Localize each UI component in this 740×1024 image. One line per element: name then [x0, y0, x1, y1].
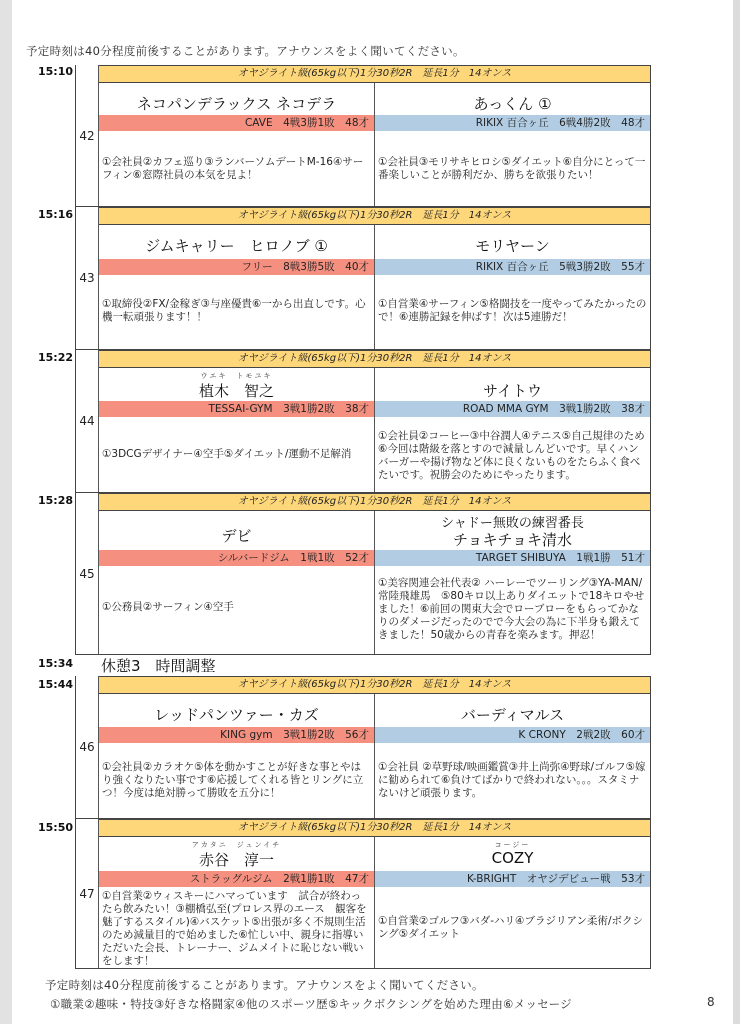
- weight-class-header: オヤジライト級(65kg以下)1分30秒2R 延長1分 14オンス: [99, 676, 650, 694]
- fighter-record: TARGET SHIBUYA 1戦1勝 51才: [375, 550, 650, 566]
- blue-corner: [375, 837, 650, 968]
- red-corner: [99, 511, 375, 654]
- fighter-name: 植木 智之: [198, 382, 274, 400]
- weight-class-header: オヤジライト級(65kg以下)1分30秒2R 延長1分 14オンス: [99, 207, 650, 225]
- fighter-profile: ①公務員②サーフィン④空手: [102, 601, 234, 613]
- bout-number: 42: [76, 65, 99, 206]
- bout-number: 43: [76, 207, 99, 349]
- blue-corner: [375, 511, 650, 654]
- fighter-name: モリヤーン: [475, 237, 550, 255]
- bout-44: [75, 350, 651, 493]
- fighter-record: フリー 8戦3勝5敗 40才: [99, 259, 374, 275]
- bout-45: [75, 493, 651, 655]
- weight-class-header: オヤジライト級(65kg以下)1分30秒2R 延長1分 14オンス: [99, 819, 650, 837]
- blue-corner: [375, 694, 650, 818]
- bout-time: 15:28: [38, 494, 74, 507]
- fighter-name-reading: コージー: [494, 841, 531, 849]
- fighter-record: RIKIX 百合ヶ丘 6戦4勝2敗 48才: [375, 115, 650, 131]
- fighter-name: レッドパンツァー・カズ: [154, 706, 319, 724]
- fighter-name: あっくん ①: [473, 95, 552, 113]
- fighter-profile: ①取締役②FX/金稼ぎ③与座優貴⑥一から出直しです。心機一転頑張ります！！: [102, 298, 366, 323]
- fighter-profile: ①自営業②ゴルフ③バダ-ハリ④ブラジリアン柔術/ボクシング⑤ダイエット: [378, 915, 644, 940]
- fighter-record: K CRONY 2戦2敗 60才: [375, 727, 650, 743]
- bout-43: [75, 207, 651, 350]
- fighter-name: バーディマルス: [460, 706, 565, 724]
- red-corner: [99, 837, 375, 968]
- red-corner: [99, 694, 375, 818]
- fighter-subtitle: シャドー無敗の練習番長: [441, 516, 584, 531]
- break-label: 休憩3 時間調整: [101, 657, 216, 675]
- fighter-profile: ①自営業②ウィスキーにハマっています 試合が終わったら飲みたい！③棚橋弘至(プロレス界のエース 観客を魅了するスタイル)④バスケット⑤出張が多く不規則生活のため減量目的で始めました⑥忙しい中、親身に指導いただいた会長、トレーナー、ジムメイトに恥じない戦いをします！: [102, 890, 367, 967]
- fighter-record: K-BRIGHT オヤジデビュー戦 53才: [375, 871, 650, 887]
- bout-number: 46: [76, 676, 99, 818]
- fighter-record: ストラッグルジム 2戦1勝1敗 47才: [99, 871, 374, 887]
- fighter-name: ジムキャリー ヒロノブ ①: [145, 237, 328, 255]
- page-number: 8: [707, 995, 715, 1009]
- red-corner: [99, 368, 375, 492]
- weight-class-header: オヤジライト級(65kg以下)1分30秒2R 延長1分 14オンス: [99, 350, 650, 368]
- fighter-profile: ①自営業④サーフィン⑤格闘技を一度やってみたかったので！⑥連勝記録を伸ばす！次は5連勝だ！: [378, 298, 647, 323]
- fighter-name: 赤谷 淳一: [198, 851, 274, 869]
- bout-time: 15:44: [38, 678, 74, 691]
- bout-number: 45: [76, 493, 99, 654]
- weight-class-header: オヤジライト級(65kg以下)1分30秒2R 延長1分 14オンス: [99, 493, 650, 511]
- blue-corner: [375, 368, 650, 492]
- bout-42: [75, 65, 651, 207]
- blue-corner: [375, 225, 650, 349]
- fighter-record: RIKIX 百合ヶ丘 5戦3勝2敗 55才: [375, 259, 650, 275]
- profile-legend: ①職業②趣味・特技③好きな格闘家④他のスポーツ歴⑤キックボクシングを始めた理由⑥メッセージ: [50, 997, 572, 1011]
- weight-class-header: オヤジライト級(65kg以下)1分30秒2R 延長1分 14オンス: [99, 65, 650, 83]
- red-corner: [99, 225, 375, 349]
- fighter-name-reading: アカタニ ジュンイチ: [191, 841, 282, 849]
- red-corner: [99, 83, 375, 206]
- bout-time: 15:50: [38, 821, 74, 834]
- fighter-name: COZY: [491, 849, 534, 867]
- page-edge-left: [0, 0, 12, 1024]
- fighter-profile: ①3DCGデザイナー④空手⑤ダイエット/運動不足解消: [102, 448, 352, 460]
- fighter-record: CAVE 4戦3勝1敗 48才: [99, 115, 374, 131]
- blue-corner: [375, 83, 650, 206]
- fighter-profile: ①会社員②カフェ巡り③ランバーソムデートM-16④サーフィン⑥窓際社員の本気を見よ！: [102, 156, 364, 181]
- fighter-record: シルバードジム 1戦1敗 52才: [99, 550, 374, 566]
- fighter-name: チョキチョキ清水: [452, 531, 573, 549]
- fighter-profile: ①会社員③モリサキヒロシ⑤ダイエット⑥自分にとって一番楽しいことが勝利だか、勝ちを欲張りたい！: [378, 156, 646, 181]
- schedule-notice-top: 予定時刻は40分程度前後することがあります。アナウンスをよく聞いてください。: [26, 44, 465, 58]
- fighter-name-reading: ウエキ トモユキ: [200, 372, 273, 380]
- bout-time: 15:22: [38, 351, 74, 364]
- schedule-notice-bottom: 予定時刻は40分程度前後することがあります。アナウンスをよく聞いてください。: [45, 978, 484, 992]
- bout-number: 47: [76, 819, 99, 968]
- fighter-name: サイトウ: [483, 382, 542, 400]
- bout-time: 15:10: [38, 65, 74, 78]
- fighter-record: ROAD MMA GYM 3戦1勝2敗 38才: [375, 401, 650, 417]
- fighter-profile: ①会社員②コーヒー③中谷潤人④テニス⑤自己規律のため⑥今回は階級を落とすので減量しんどいです。早くハンバーガーや揚げ物など体に良くないものをたらふく食べたいです。祝勝会のためにやったります。: [378, 430, 645, 481]
- fighter-name: デビ: [221, 527, 252, 545]
- scrollbar[interactable]: [733, 0, 740, 1024]
- fighter-name: ネコパンデラックス ネコデラ: [136, 95, 337, 113]
- fighter-profile: ①会社員 ②草野球/映画鑑賞③井上尚弥④野球/ゴルフ⑤嫁に勧められて⑥負けてばかりで終われない。。。スタミナないけど頑張ります。: [378, 761, 646, 799]
- bout-46: [75, 676, 651, 819]
- bout-time: 15:16: [38, 208, 74, 221]
- fighter-record: KING gym 3戦1勝2敗 56才: [99, 727, 374, 743]
- bout-47: [75, 819, 651, 969]
- fighter-record: TESSAI-GYM 3戦1勝2敗 38才: [99, 401, 374, 417]
- break-time: 15:34: [38, 657, 74, 670]
- fighter-profile: ①会社員②カラオケ⑤体を動かすことが好きな事とやはり強くなりたい事です⑥応援してくれる皆とリングに立つ！今度は絶対勝って勝敗を五分に！: [102, 761, 364, 799]
- fighter-profile: ①美容関連会社代表② ハーレーでツーリング③YA-MAN/常陸飛雄馬 ⑤80キロ以上ありダイエットで18キロやせました！⑥前回の関東大会でローブローをもらってかなりのダメージだったのでで今大会の為に下半身も鍛えてきました！50歳からの青春を楽みます。押忍！: [378, 577, 645, 641]
- bout-number: 44: [76, 350, 99, 492]
